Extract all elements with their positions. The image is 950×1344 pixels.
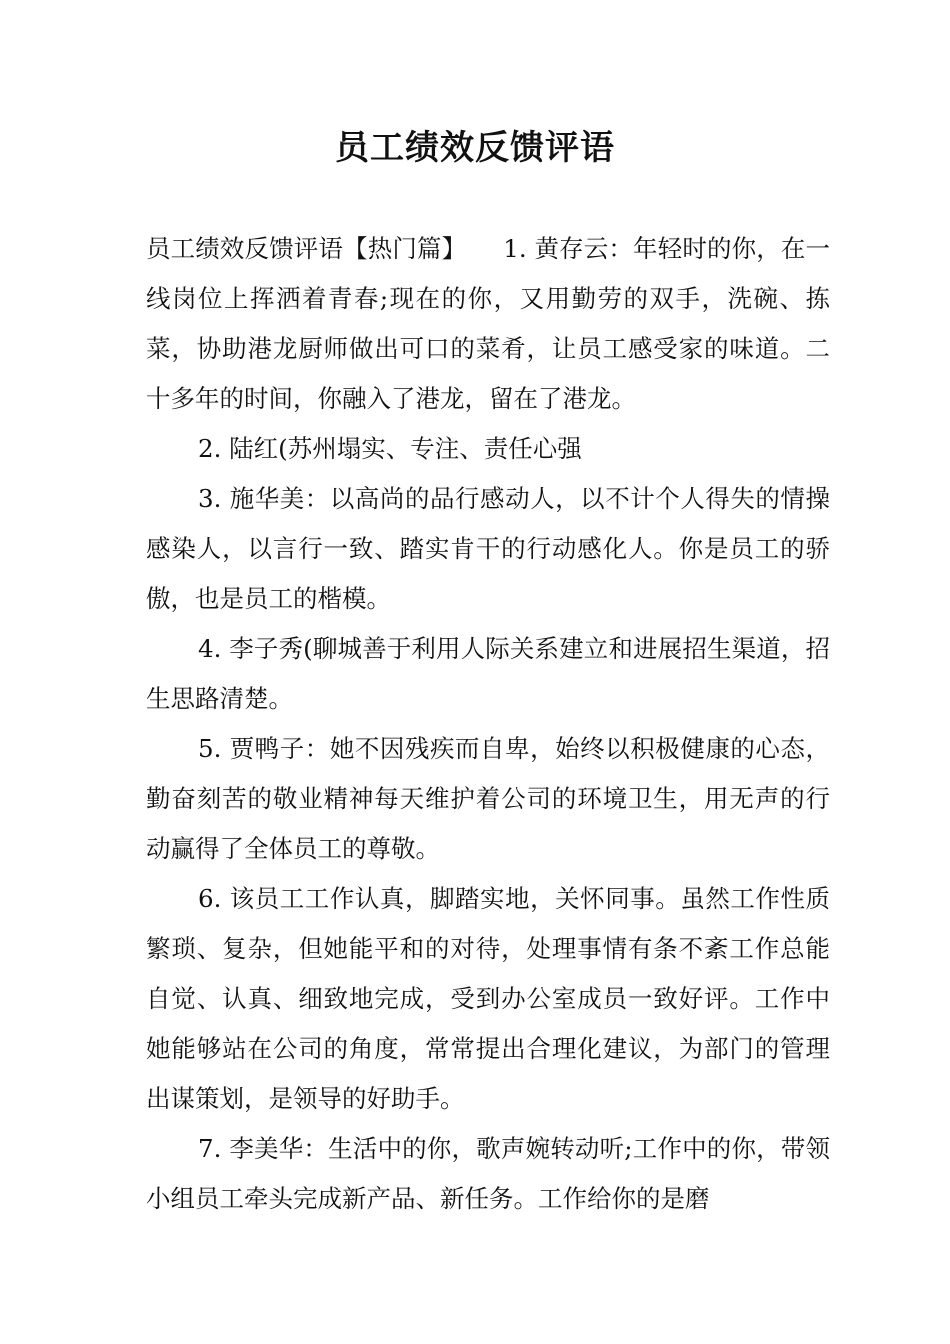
document-title: 员工绩效反馈评语 <box>335 128 615 168</box>
paragraph-item-6: 6. 该员工工作认真，脚踏实地，关怀同事。虽然工作性质繁琐、复杂，但她能平和的对待，处理事情有条不紊工作总能自觉、认真、细致地完成，受到办公室成员一致好评。工作中她能够站在公司的角度，常常提出合理化建议，为部门的管理出谋策划，是领导的好助手。 <box>146 884 830 1113</box>
document-body <box>146 224 830 1224</box>
paragraph-intro: 员工绩效反馈评语【热门篇】 1. 黄存云：年轻时的你，在一线岗位上挥洒着青春;现在的你，又用勤劳的双手，洗碗、拣菜，协助港龙厨师做出可口的菜肴，让员工感受家的味道。二十多年的时间，你融入了港龙，留在了港龙。 <box>146 234 830 413</box>
paragraph-item-3: 3. 施华美：以高尚的品行感动人，以不计个人得失的情操感染人，以言行一致、踏实肯干的行动感化人。你是员工的骄傲，也是员工的楷模。 <box>146 484 830 613</box>
paragraph-item-2: 2. 陆红(苏州塌实、专注、责任心强 <box>198 434 582 463</box>
paragraph-item-4: 4. 李子秀(聊城善于利用人际关系建立和进展招生渠道，招生思路清楚。 <box>146 634 830 713</box>
paragraph-item-5: 5. 贾鸭子：她不因残疾而自卑，始终以积极健康的心态，勤奋刻苦的敬业精神每天维护着公司的环境卫生，用无声的行动赢得了全体员工的尊敬。 <box>146 734 830 863</box>
paragraph-item-7: 7. 李美华：生活中的你，歌声婉转动听;工作中的你，带领小组员工牵头完成新产品、新任务。工作给你的是磨 <box>146 1134 830 1213</box>
